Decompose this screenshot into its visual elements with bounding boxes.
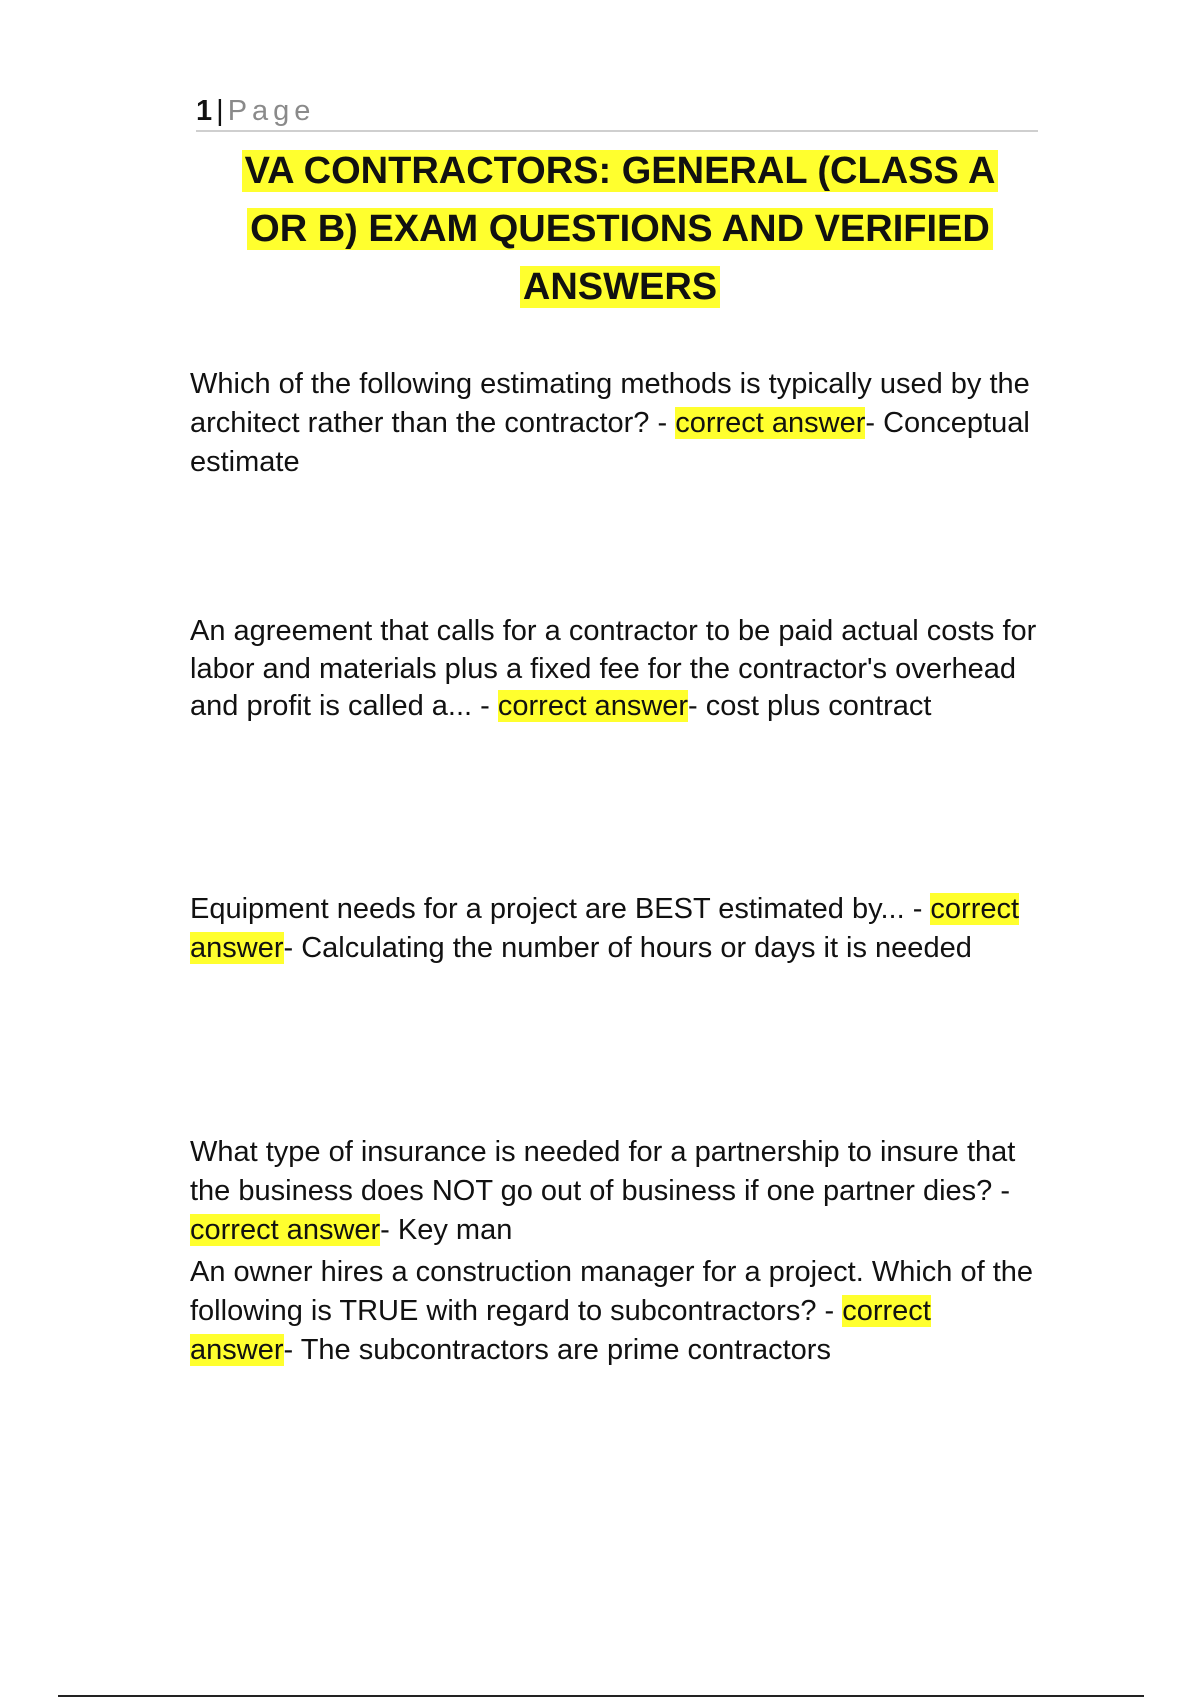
answer-text: - Conceptual estimate bbox=[190, 407, 1030, 478]
page-label: Page bbox=[227, 95, 316, 127]
answer-text: - cost plus contract bbox=[688, 690, 932, 722]
title-highlight-2: OR B) EXAM QUESTIONS AND VERIFIED bbox=[247, 208, 993, 250]
footer-divider bbox=[58, 1695, 1144, 1697]
qa-item-2 bbox=[190, 613, 1040, 726]
answer-text: - Calculating the number of hours or days it is needed bbox=[283, 932, 972, 964]
page-number: 1 bbox=[196, 95, 213, 127]
title-line-3 bbox=[200, 258, 1040, 316]
question-text: Equipment needs for a project are BEST estimated by... - bbox=[190, 893, 931, 925]
title-highlight-1: VA CONTRACTORS: GENERAL (CLASS A bbox=[242, 150, 999, 192]
correct-answer-marker: correct answer bbox=[190, 1214, 381, 1246]
title-line-2 bbox=[200, 200, 1040, 258]
answer-text: - The subcontractors are prime contractors bbox=[283, 1334, 831, 1366]
page-separator: | bbox=[216, 95, 224, 127]
qa-item-3 bbox=[190, 890, 1040, 968]
question-text: An agreement that calls for a contractor to be paid actual costs for labor and materials plus a fixed fee for the contractor's overhead and profit is called a... - bbox=[190, 615, 1037, 722]
question-text: Which of the following estimating methods is typically used by the architect rather than the contractor? - bbox=[190, 368, 1030, 439]
document-title bbox=[200, 142, 1040, 316]
correct-answer-marker: correct answer bbox=[190, 893, 1020, 964]
title-line-1 bbox=[200, 142, 1040, 200]
page-header bbox=[196, 94, 1038, 132]
correct-answer-marker: correct answer bbox=[675, 407, 866, 439]
qa-item-5 bbox=[190, 1253, 1040, 1370]
correct-answer-marker: correct answer bbox=[497, 690, 689, 722]
title-highlight-3: ANSWERS bbox=[520, 266, 720, 308]
qa-item-1 bbox=[190, 365, 1040, 482]
qa-item-4 bbox=[190, 1133, 1040, 1250]
question-text: An owner hires a construction manager for a project. Which of the following is TRUE with regard to subcontractors? - bbox=[190, 1256, 1034, 1327]
answer-text: - Key man bbox=[380, 1214, 513, 1246]
question-text: What type of insurance is needed for a partnership to insure that the business does NOT go out of business if one partner dies? - bbox=[190, 1136, 1016, 1207]
correct-answer-marker: correct answer bbox=[190, 1295, 931, 1366]
